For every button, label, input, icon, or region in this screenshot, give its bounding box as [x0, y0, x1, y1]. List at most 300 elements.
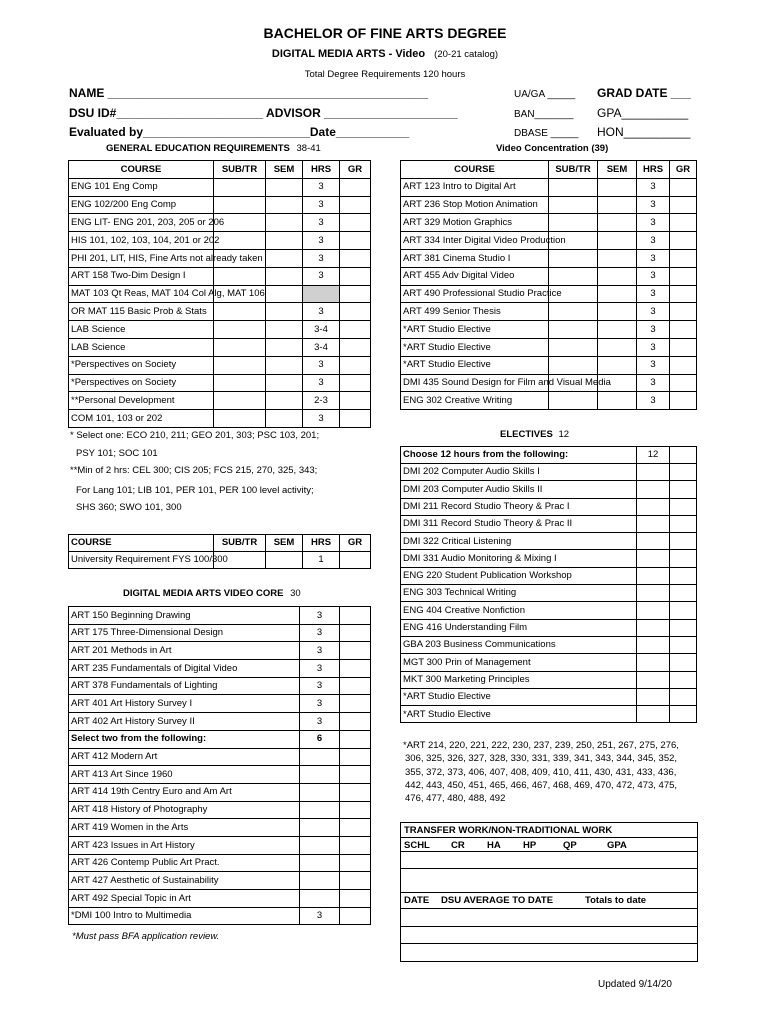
hrs-cell — [637, 619, 670, 636]
table-row — [401, 196, 697, 214]
course-cell: COM 101, 103 or 202 — [69, 410, 214, 428]
transfer-header: CR — [451, 840, 465, 851]
header-course: COURSE — [69, 161, 214, 179]
subtr-cell — [549, 196, 598, 214]
table-row — [69, 178, 371, 196]
table-row — [69, 196, 371, 214]
grade-cell — [340, 607, 371, 625]
grade-cell — [670, 706, 697, 723]
subtr-cell — [549, 267, 598, 285]
course-cell: ENG 416 Understanding Film — [401, 619, 637, 636]
course-cell: ART 236 Stop Motion Animation — [401, 196, 549, 214]
grade-cell — [670, 636, 697, 653]
subtr-cell — [549, 321, 598, 339]
table-row — [401, 602, 697, 619]
course-cell: *Perspectives on Society — [69, 374, 214, 392]
course-cell: ART 418 History of Photography — [69, 801, 300, 819]
grade-cell — [670, 338, 697, 356]
grade-cell — [670, 619, 697, 636]
grade-cell — [340, 267, 371, 285]
total-hours: Total Degree Requirements 120 hours — [304, 69, 466, 80]
grade-cell — [340, 695, 371, 713]
table-row — [401, 706, 697, 723]
core-table — [68, 606, 371, 925]
hrs-cell: 3 — [637, 267, 670, 285]
hrs-cell: 3 — [303, 356, 340, 374]
grade-cell — [340, 890, 371, 908]
ban-field[interactable]: BAN_______ — [514, 109, 574, 120]
grade-cell — [670, 214, 697, 232]
grade-cell — [340, 907, 371, 925]
grade-cell — [670, 585, 697, 602]
hrs-cell: 3 — [300, 642, 340, 660]
hrs-cell: 3 — [637, 232, 670, 250]
header-course: COURSE — [401, 161, 549, 179]
grade-cell — [340, 624, 371, 642]
electives-note-line: 306, 325, 326, 327, 328, 330, 331, 339, 341, 343, 344, 345, 352, — [405, 753, 678, 765]
table-row — [401, 338, 697, 356]
course-cell: ART 499 Senior Thesis — [401, 303, 549, 321]
subtr-cell — [549, 178, 598, 196]
grade-cell — [340, 321, 371, 339]
grade-cell — [670, 671, 697, 688]
header-gr: GR — [670, 161, 697, 179]
course-cell: ENG 101 Eng Comp — [69, 178, 214, 196]
grade-cell — [340, 303, 371, 321]
table-row — [69, 801, 371, 819]
hrs-cell: 3 — [637, 285, 670, 303]
sem-cell — [598, 285, 637, 303]
header-hrs: HRS — [303, 161, 340, 179]
table-row — [69, 232, 371, 250]
grade-cell — [340, 801, 371, 819]
table-row — [401, 498, 697, 515]
course-cell: OR MAT 115 Basic Prob & Stats — [69, 303, 214, 321]
course-cell: *ART Studio Elective — [401, 356, 549, 374]
grade-cell — [340, 196, 371, 214]
grade-cell — [340, 249, 371, 267]
program-name: DIGITAL MEDIA ARTS - Video — [271, 48, 426, 60]
subtr-cell — [549, 214, 598, 232]
grade-cell — [340, 836, 371, 854]
gen-ed-note-line: For Lang 101; LIB 101, PER 101, PER 100 level activity; — [76, 485, 314, 496]
course-cell: MKT 300 Marketing Principles — [401, 671, 637, 688]
hrs-cell — [300, 783, 340, 801]
header-subtr: SUB/TR — [214, 161, 266, 179]
gen-ed-title: GENERAL EDUCATION REQUIREMENTS 38-41 — [106, 143, 321, 154]
hrs-cell: 3 — [300, 695, 340, 713]
table-row — [69, 836, 371, 854]
course-cell: ART 492 Special Topic in Art — [69, 890, 300, 908]
table-row — [401, 619, 697, 636]
grade-cell — [670, 550, 697, 567]
transfer-header: SCHL — [404, 840, 430, 851]
hrs-cell: 3 — [303, 232, 340, 250]
table-row — [401, 550, 697, 567]
grade-cell — [340, 356, 371, 374]
hrs-cell: 3 — [303, 267, 340, 285]
transfer-header: HA — [487, 840, 501, 851]
grade-cell — [670, 267, 697, 285]
grade-cell — [340, 552, 371, 569]
course-cell: DMI 202 Computer Audio Skills I — [401, 464, 637, 481]
table-row — [401, 533, 697, 550]
sem-cell — [598, 392, 637, 410]
subtr-cell — [214, 410, 266, 428]
course-cell: ENG 303 Technical Writing — [401, 585, 637, 602]
hrs-cell: 3 — [303, 249, 340, 267]
table-row — [401, 303, 697, 321]
hrs-cell — [300, 854, 340, 872]
table-row — [401, 214, 697, 232]
course-cell: ART 123 Intro to Digital Art — [401, 178, 549, 196]
table-row — [69, 819, 371, 837]
course-cell: **Personal Development — [69, 392, 214, 410]
grade-cell — [340, 783, 371, 801]
course-cell: *ART Studio Elective — [401, 706, 637, 723]
hrs-cell — [637, 585, 670, 602]
subtr-cell — [549, 338, 598, 356]
course-cell: ART 329 Motion Graphics — [401, 214, 549, 232]
core-note: *Must pass BFA application review. — [72, 931, 220, 942]
uaga-field[interactable]: UA/GA _____ — [514, 89, 576, 100]
table-row — [401, 392, 697, 410]
grade-cell — [340, 677, 371, 695]
grade-cell — [340, 214, 371, 232]
course-cell: MGT 300 Prin of Management — [401, 654, 637, 671]
table-row — [69, 214, 371, 232]
table-row — [401, 232, 697, 250]
sem-cell — [598, 178, 637, 196]
table-row — [69, 730, 371, 748]
table-row — [69, 624, 371, 642]
course-cell: ART 427 Aesthetic of Sustainability — [69, 872, 300, 890]
course-cell: ENG 102/200 Eng Comp — [69, 196, 214, 214]
sem-cell — [266, 285, 303, 303]
table-row — [401, 671, 697, 688]
grade-cell — [670, 178, 697, 196]
course-cell: GBA 203 Business Communications — [401, 636, 637, 653]
table-row — [69, 854, 371, 872]
course-cell: LAB Science — [69, 338, 214, 356]
sem-cell — [598, 338, 637, 356]
hrs-cell: 3 — [637, 249, 670, 267]
table-row — [69, 392, 371, 410]
table-row — [401, 178, 697, 196]
grade-cell — [340, 819, 371, 837]
table-row — [69, 872, 371, 890]
table-row — [69, 267, 371, 285]
electives-table — [400, 446, 697, 723]
sem-cell — [266, 410, 303, 428]
course-cell: ART 412 Modern Art — [69, 748, 300, 766]
header-sem: SEM — [598, 161, 637, 179]
table-row — [401, 447, 697, 464]
subtr-cell — [214, 196, 266, 214]
table-row — [69, 374, 371, 392]
gen-ed-table — [68, 160, 371, 428]
header-hrs: HRS — [637, 161, 670, 179]
course-cell: ART 175 Three-Dimensional Design — [69, 624, 300, 642]
hrs-cell: 3-4 — [303, 338, 340, 356]
grade-cell — [670, 249, 697, 267]
electives-title: ELECTIVES 12 — [500, 429, 570, 440]
grade-cell — [340, 410, 371, 428]
table-row — [69, 783, 371, 801]
date-header: DSU AVERAGE TO DATE — [441, 895, 554, 906]
hrs-cell: 3 — [300, 907, 340, 925]
course-cell: DMI 311 Record Studio Theory & Prac II — [401, 515, 637, 532]
course-cell: ART 158 Two-Dim Design I — [69, 267, 214, 285]
hrs-cell: 3 — [637, 178, 670, 196]
hrs-cell — [637, 636, 670, 653]
hrs-cell — [300, 890, 340, 908]
course-cell: ART 201 Methods in Art — [69, 642, 300, 660]
grade-cell — [340, 854, 371, 872]
grade-cell — [670, 567, 697, 584]
grade-cell — [340, 374, 371, 392]
hrs-cell — [637, 567, 670, 584]
grade-cell — [340, 178, 371, 196]
course-cell: ART 419 Women in the Arts — [69, 819, 300, 837]
table-row — [401, 321, 697, 339]
hrs-cell — [300, 819, 340, 837]
gen-ed-note-line: * Select one: ECO 210, 211; GEO 201, 303; PSC 103, 201; — [70, 430, 320, 441]
grade-cell — [670, 196, 697, 214]
course-cell: HIS 101, 102, 103, 104, 201 or 202 — [69, 232, 214, 250]
grade-cell — [670, 321, 697, 339]
choose-cell: Choose 12 hours from the following: — [401, 447, 637, 464]
course-cell: DMI 435 Sound Design for Film and Visual Media — [401, 374, 549, 392]
course-cell: ENG 302 Creative Writing — [401, 392, 549, 410]
header-sem: SEM — [266, 161, 303, 179]
course-cell: ENG 404 Creative Nonfiction — [401, 602, 637, 619]
table-row — [69, 695, 371, 713]
gpa-field[interactable]: GPA__________ — [597, 106, 689, 120]
program-subtitle — [0, 48, 770, 60]
table-row — [69, 285, 371, 303]
subtr-cell — [214, 374, 266, 392]
course-cell: DMI 331 Audio Monitoring & Mixing I — [401, 550, 637, 567]
sem-cell — [598, 356, 637, 374]
course-cell: LAB Science — [69, 321, 214, 339]
table-row — [69, 410, 371, 428]
table-row — [69, 607, 371, 625]
table-row — [69, 907, 371, 925]
course-cell: ART 455 Adv Digital Video — [401, 267, 549, 285]
subtr-cell — [214, 338, 266, 356]
hrs-cell — [637, 671, 670, 688]
hrs-cell — [637, 464, 670, 481]
course-cell: ART 423 Issues in Art History — [69, 836, 300, 854]
hrs-cell — [300, 836, 340, 854]
hon-field[interactable]: HON__________ — [597, 125, 691, 139]
grade-cell — [670, 498, 697, 515]
table-row — [69, 249, 371, 267]
hrs-cell — [637, 550, 670, 567]
table-row — [401, 464, 697, 481]
hrs-cell — [300, 748, 340, 766]
course-cell: ART 414 19th Centry Euro and Am Art — [69, 783, 300, 801]
date-header: DATE — [404, 895, 430, 906]
grade-cell — [340, 766, 371, 784]
sem-cell — [598, 267, 637, 285]
sem-cell — [266, 392, 303, 410]
subtr-cell — [549, 392, 598, 410]
sem-cell — [266, 214, 303, 232]
subtr-cell — [214, 178, 266, 196]
course-cell: PHI 201, LIT, HIS, Fine Arts not already taken — [69, 249, 214, 267]
dsu-advisor-field[interactable]: DSU ID#______________________ ADVISOR ____________________ — [69, 106, 458, 120]
hrs-cell — [637, 515, 670, 532]
course-cell: *Perspectives on Society — [69, 356, 214, 374]
gen-ed-note-line: **Min of 2 hrs: CEL 300; CIS 205; FCS 215, 270, 325, 343; — [70, 465, 318, 476]
grade-cell — [340, 338, 371, 356]
hrs-cell: 3 — [637, 374, 670, 392]
hrs-cell: 6 — [300, 730, 340, 748]
hrs-cell: 12 — [637, 447, 670, 464]
sem-cell — [266, 374, 303, 392]
transfer-header: GPA — [607, 840, 627, 851]
table-row — [69, 642, 371, 660]
transfer-header: QP — [563, 840, 577, 851]
sem-cell — [266, 303, 303, 321]
hrs-cell: 3 — [303, 303, 340, 321]
table-row — [69, 766, 371, 784]
subtr-cell — [214, 267, 266, 285]
course-cell: ART 413 Art Since 1960 — [69, 766, 300, 784]
grade-cell — [670, 515, 697, 532]
course-cell: ENG 220 Student Publication Workshop — [401, 567, 637, 584]
course-cell: ART 378 Fundamentals of Lighting — [69, 677, 300, 695]
sem-cell — [266, 232, 303, 250]
dbase-field[interactable]: DBASE _____ — [514, 128, 579, 139]
table-row — [401, 249, 697, 267]
grade-cell — [670, 447, 697, 464]
course-cell: ART 402 Art History Survey II — [69, 713, 300, 731]
subtr-cell — [549, 249, 598, 267]
grade-cell — [340, 730, 371, 748]
hrs-cell: 3 — [637, 214, 670, 232]
course-cell: ART 150 Beginning Drawing — [69, 607, 300, 625]
table-row — [69, 552, 371, 569]
hrs-cell: 3 — [637, 392, 670, 410]
course-cell: ENG LIT- ENG 201, 203, 205 or 206 — [69, 214, 214, 232]
table-row — [69, 890, 371, 908]
transfer-title: TRANSFER WORK/NON-TRADITIONAL WORK — [404, 825, 613, 836]
header-subtr: SUB/TR — [214, 535, 266, 552]
course-cell: *ART Studio Elective — [401, 688, 637, 705]
sem-cell — [266, 267, 303, 285]
table-row — [69, 677, 371, 695]
electives-note-line: 476, 477, 480, 488, 492 — [405, 793, 506, 805]
header-course: COURSE — [69, 535, 214, 552]
hrs-cell: 2-3 — [303, 392, 340, 410]
table-row — [69, 338, 371, 356]
table-row — [69, 321, 371, 339]
course-cell: *DMI 100 Intro to Multimedia — [69, 907, 300, 925]
grade-cell — [340, 392, 371, 410]
course-cell: ART 334 Inter Digital Video Production — [401, 232, 549, 250]
course-cell: *ART Studio Elective — [401, 338, 549, 356]
hrs-cell: 3 — [303, 410, 340, 428]
sem-cell — [266, 321, 303, 339]
hrs-cell: 3 — [300, 713, 340, 731]
grade-cell — [670, 374, 697, 392]
subtr-cell — [549, 303, 598, 321]
university-requirement-table — [68, 534, 371, 569]
header-gr: GR — [340, 161, 371, 179]
table-row — [401, 585, 697, 602]
hrs-cell: 3 — [303, 178, 340, 196]
hrs-cell: 3 — [300, 607, 340, 625]
hrs-cell: 3 — [303, 374, 340, 392]
course-cell: Select two from the following: — [69, 730, 300, 748]
grade-cell — [670, 602, 697, 619]
subtr-cell — [549, 356, 598, 374]
table-row — [401, 636, 697, 653]
transfer-header: HP — [523, 840, 537, 851]
core-title: DIGITAL MEDIA ARTS VIDEO CORE 30 — [123, 588, 301, 599]
electives-note-line: 442, 443, 450, 451, 465, 466, 467, 468, 469, 470, 472, 473, 475, — [405, 779, 678, 791]
course-cell: ART 401 Art History Survey I — [69, 695, 300, 713]
table-row — [69, 748, 371, 766]
hrs-cell — [300, 872, 340, 890]
electives-note-line: 355, 372, 373, 406, 407, 408, 409, 410, 411, 430, 431, 433, 436, — [405, 766, 677, 778]
sem-cell — [266, 178, 303, 196]
course-cell: University Requirement FYS 100/300 — [69, 552, 214, 569]
table-row — [401, 481, 697, 498]
hrs-cell: 1 — [303, 552, 340, 569]
grade-cell — [340, 660, 371, 678]
hrs-cell — [303, 285, 340, 303]
name-field[interactable]: NAME ________________________________________________ — [69, 86, 429, 100]
hrs-cell — [300, 766, 340, 784]
sem-cell — [266, 338, 303, 356]
gen-ed-note-line: SHS 360; SWO 101, 300 — [76, 502, 182, 513]
grade-cell — [670, 688, 697, 705]
table-row — [401, 567, 697, 584]
grad-date-field[interactable]: GRAD DATE ___ — [597, 86, 691, 100]
grade-cell — [670, 392, 697, 410]
sem-cell — [598, 303, 637, 321]
grade-cell — [340, 872, 371, 890]
hrs-cell: 3 — [637, 338, 670, 356]
table-row — [401, 654, 697, 671]
sem-cell — [266, 552, 303, 569]
evaluated-field[interactable]: Evaluated by_________________________Date___________ — [69, 125, 410, 139]
grade-cell — [670, 533, 697, 550]
grade-cell — [670, 303, 697, 321]
header-row — [69, 535, 371, 552]
table-row — [69, 713, 371, 731]
subtr-cell — [214, 356, 266, 374]
course-cell: DMI 211 Record Studio Theory & Prac I — [401, 498, 637, 515]
grade-cell — [670, 654, 697, 671]
sem-cell — [598, 196, 637, 214]
sem-cell — [266, 249, 303, 267]
table-row — [401, 515, 697, 532]
course-cell: DMI 203 Computer Audio Skills II — [401, 481, 637, 498]
table-row — [401, 285, 697, 303]
table-row — [401, 688, 697, 705]
sem-cell — [266, 356, 303, 374]
table-row — [401, 356, 697, 374]
sem-cell — [266, 196, 303, 214]
grade-cell — [340, 232, 371, 250]
hrs-cell — [637, 533, 670, 550]
hrs-cell: 3 — [300, 677, 340, 695]
